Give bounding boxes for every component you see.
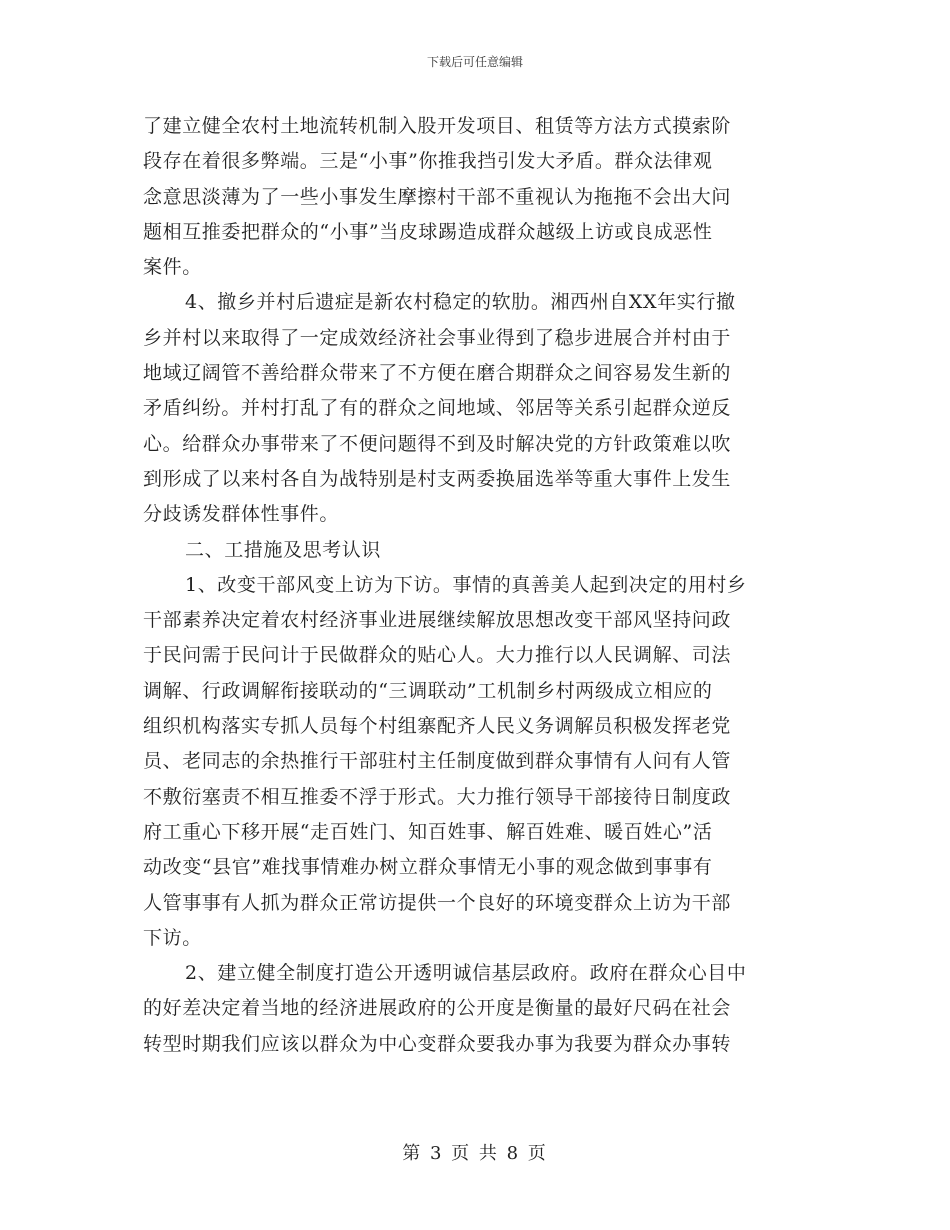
paragraph-start-line: 1、改变干部风变上访为下访。事情的真善美人起到决定的用村乡 [185,573,747,596]
body-line: 的好差决定着当地的经济进展政府的公开度是衡量的最好尺码在社会 [143,997,732,1020]
body-line: 不敷衍塞责不相互推委不浮于形式。大力推行领导干部接待日制度政 [143,785,732,808]
body-line: 段存在着很多弊端。三是“小事”你推我挡引发大矛盾。群众法律观 [143,150,713,173]
paragraph-start-line: 2、建立健全制度打造公开透明诚信基层政府。政府在群众心目中 [185,962,747,985]
body-line: 案件。 [143,256,202,279]
body-line: 念意思淡薄为了一些小事发生摩擦村干部不重视认为拖拖不会出大问 [143,185,732,208]
paragraph-start-line: 4、撤乡并村后遗症是新农村稳定的软肋。湘西州自XX年实行撤 [185,291,736,314]
body-line: 下访。 [143,926,202,949]
body-line: 题相互推委把群众的“小事”当皮球踢造成群众越级上访或良成恶性 [143,220,713,243]
body-line: 分歧诱发群体性事件。 [143,503,340,526]
body-line: 员、老同志的余热推行干部驻村主任制度做到群众事情有人问有人管 [143,750,732,773]
page-header-note: 下载后可任意编辑 [426,55,523,69]
body-line: 干部素养决定着农村经济事业进展继续解放思想改变干部风坚持问政 [143,609,732,632]
body-line: 心。给群众办事带来了不便问题得不到及时解决党的方针政策难以吹 [143,432,732,455]
body-line: 组织机构落实专抓人员每个村组寨配齐人民义务调解员积极发挥老党 [143,715,732,738]
body-line: 乡并村以来取得了一定成效经济社会事业得到了稳步进展合并村由于 [143,326,732,349]
body-line: 人管事事有人抓为群众正常访提供一个良好的环境变群众上访为干部 [143,891,732,914]
body-line: 府工重心下移开展“走百姓门、知百姓事、解百姓难、暖百姓心”活 [143,820,713,843]
body-line: 到形成了以来村各自为战特别是村支两委换届选举等重大事件上发生 [143,467,732,490]
document-body [143,109,807,1062]
body-line: 动改变“县官”难找事情难办树立群众事情无小事的观念做到事事有 [143,856,713,879]
body-line: 了建立健全农村土地流转机制入股开发项目、租赁等方法方式摸索阶 [143,115,732,137]
body-line: 于民问需于民问计于民做群众的贴心人。大力推行以人民调解、司法 [143,644,732,667]
page-number: 第 3 页 共 8 页 [402,1143,548,1164]
body-line: 转型时期我们应该以群众为中心变群众要我办事为我要为群众办事转 [143,1032,732,1055]
section-heading: 二、工措施及思考认识 [185,538,382,561]
body-line: 矛盾纠纷。并村打乱了有的群众之间地域、邻居等关系引起群众逆反 [143,397,732,420]
body-line: 调解、行政调解衔接联动的“三调联动”工机制乡村两级成立相应的 [143,679,713,702]
body-line: 地域辽阔管不善给群众带来了不方便在磨合期群众之间容易发生新的 [143,362,732,385]
